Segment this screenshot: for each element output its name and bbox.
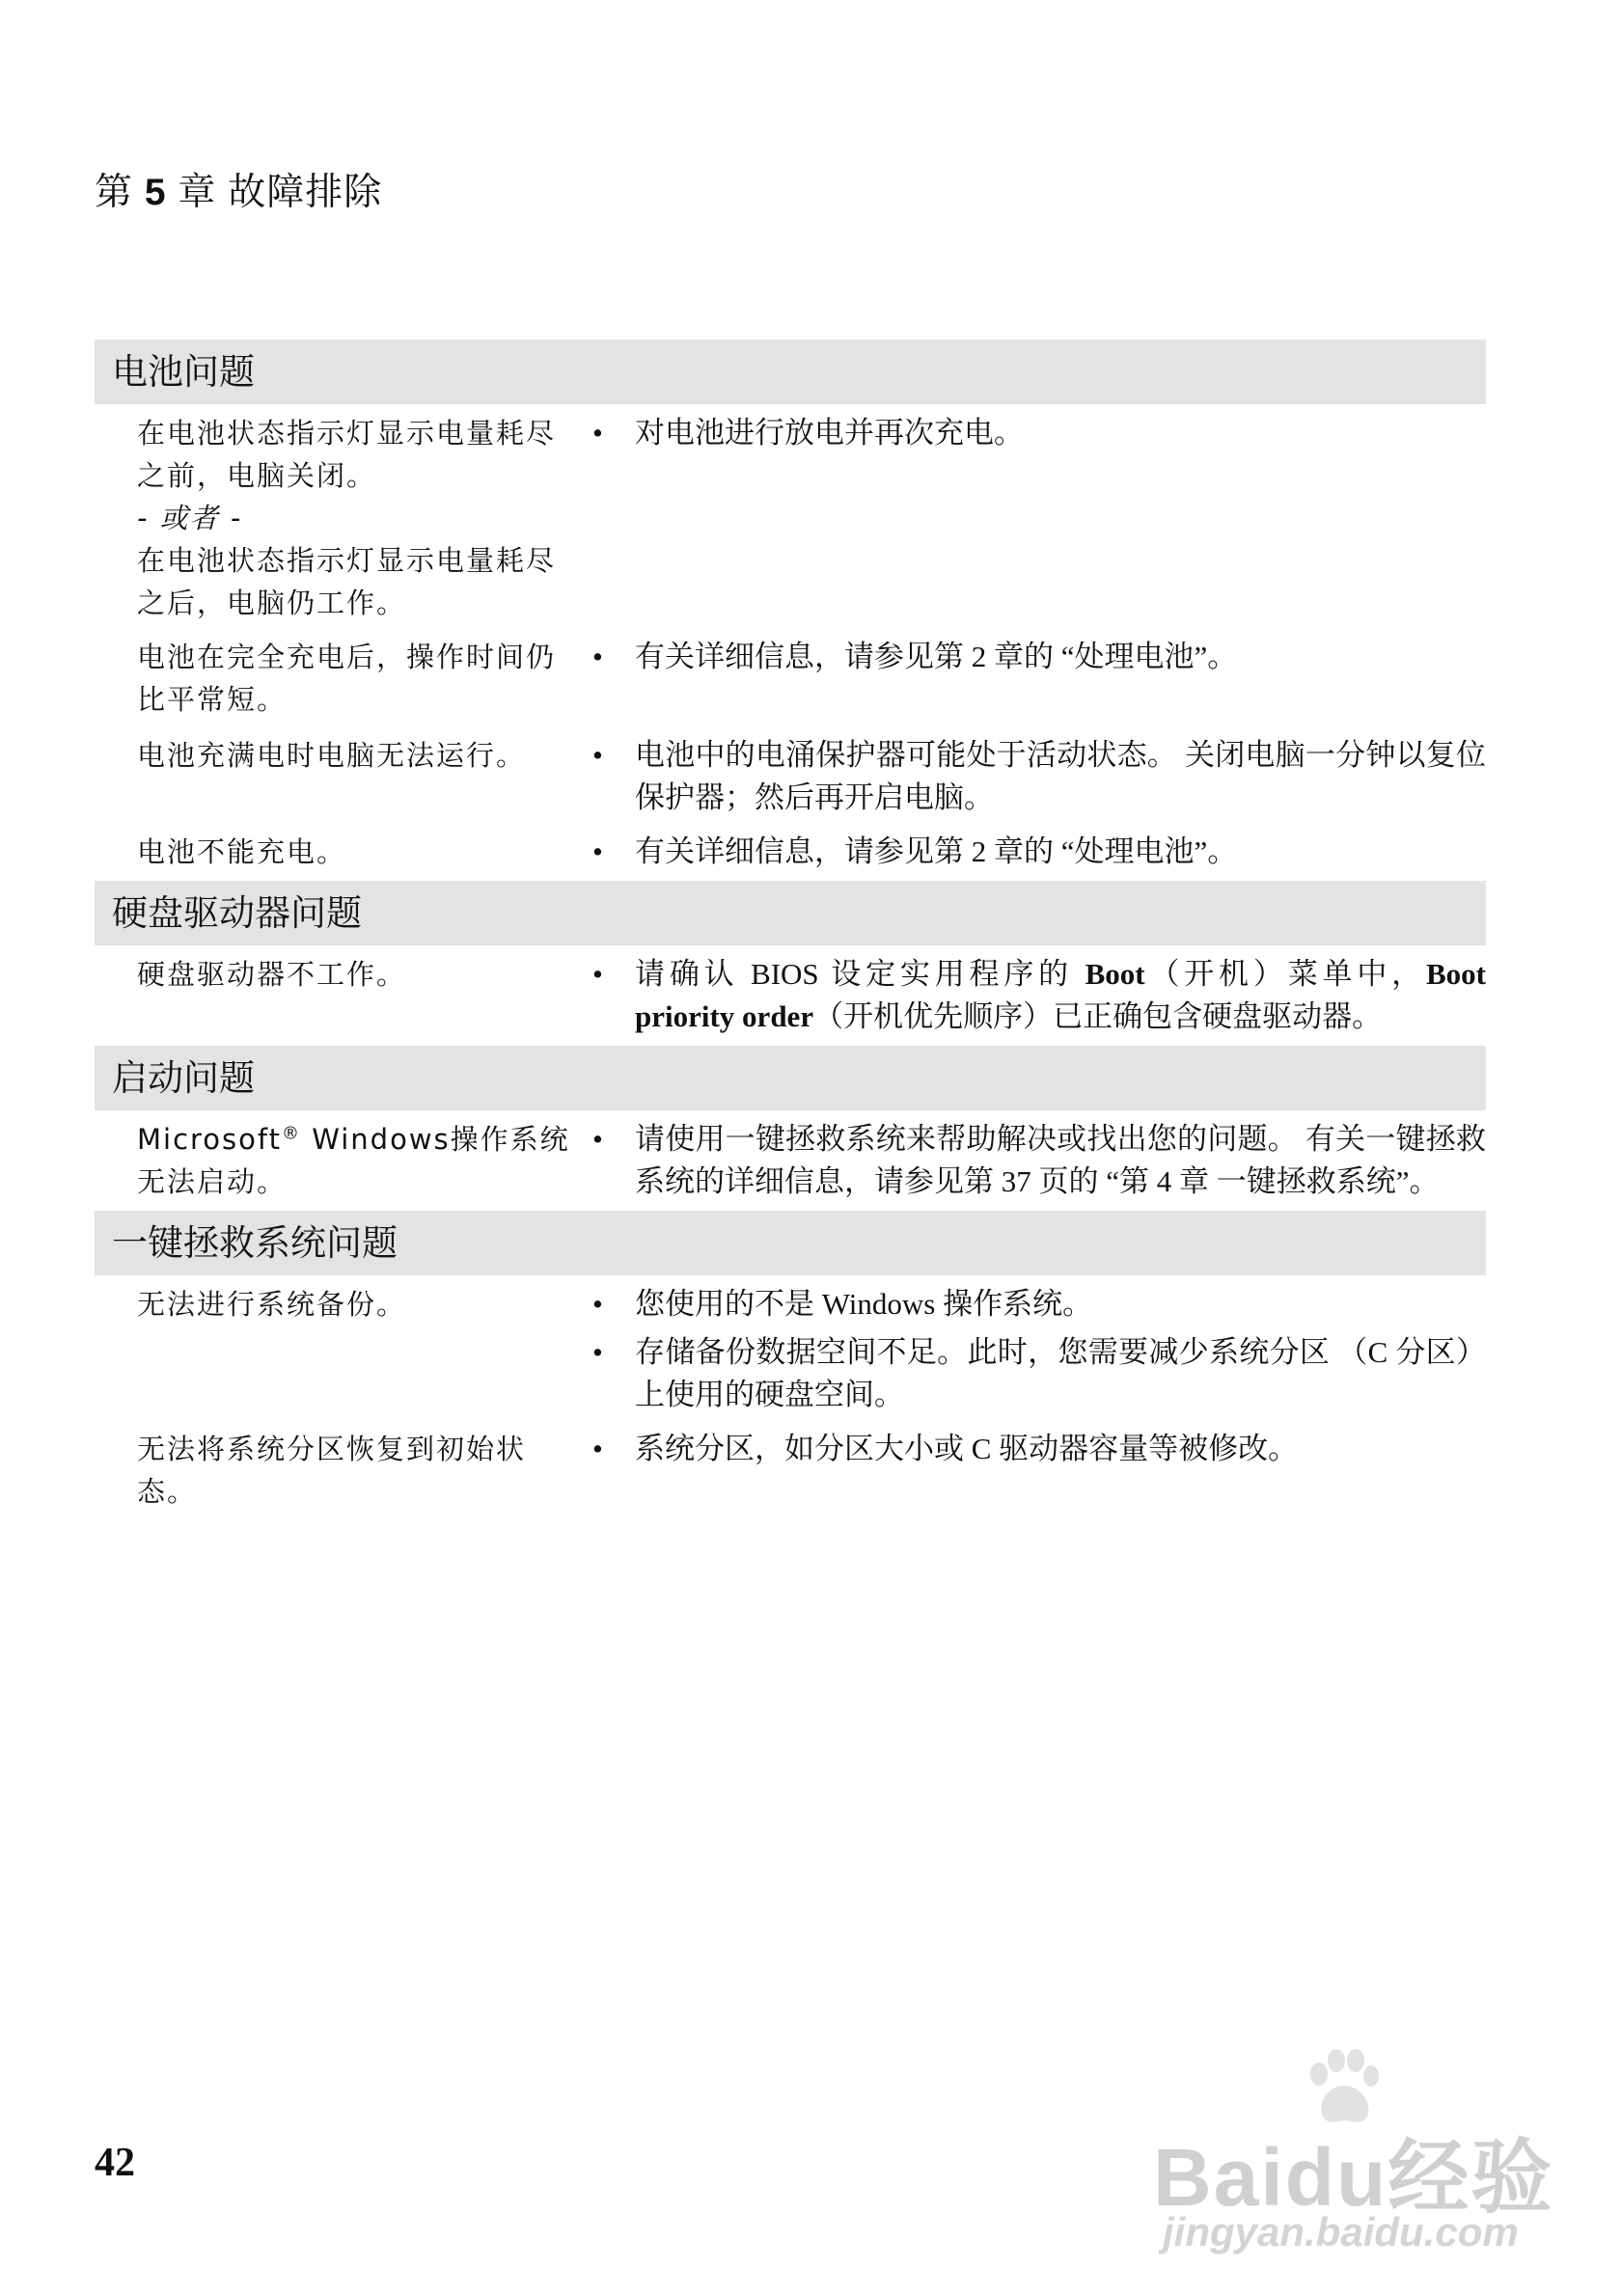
bullet-icon: •	[592, 1287, 603, 1321]
solution-cell	[591, 734, 1486, 819]
registered-mark: ®	[281, 1123, 301, 1144]
problem-text: 电池不能充电。	[137, 835, 347, 868]
table-row	[95, 734, 1486, 819]
problem-cell	[95, 636, 591, 721]
table-row	[95, 1283, 1486, 1416]
problem-cell	[95, 1283, 591, 1416]
solution-text: 您使用的不是 Windows 操作系统。	[635, 1287, 1093, 1321]
section-header-hard-disk: 硬盘驱动器问题	[95, 881, 1486, 945]
bullet-icon: •	[592, 640, 603, 673]
section-header-onekey-rescue: 一键拯救系统问题	[95, 1211, 1486, 1275]
bullet-icon: •	[592, 834, 603, 868]
solution-item	[591, 953, 1486, 1038]
problem-text: 硬盘驱动器不工作。	[137, 958, 407, 991]
solution-text-part: （开机优先顺序）已正确包含硬盘驱动器。	[813, 999, 1383, 1033]
watermark-logo: Baidu经验	[1153, 2132, 1554, 2223]
troubleshooting-table	[95, 340, 1486, 1513]
table-row	[95, 636, 1486, 721]
problem-text: 在电池状态指示灯显示电量耗尽之后，电脑仍工作。	[137, 544, 557, 619]
chapter-number: 5	[144, 172, 167, 213]
page-number: 42	[95, 2141, 135, 2185]
solution-item	[591, 831, 1486, 873]
solution-text-part: （开机）菜单中，	[1144, 957, 1426, 991]
bullet-icon: •	[592, 1432, 603, 1465]
problem-cell	[95, 1428, 591, 1513]
solution-cell	[591, 953, 1486, 1038]
problem-cell	[95, 412, 591, 624]
solution-cell	[591, 1283, 1486, 1416]
bullet-icon: •	[592, 738, 603, 772]
bullet-icon: •	[592, 1122, 603, 1156]
problem-cell	[95, 1118, 591, 1203]
solution-text: 电池中的电涌保护器可能处于活动状态。 关闭电脑一分钟以复位保护器；然后再开启电脑。	[635, 738, 1486, 814]
watermark-url: jingyan.baidu.com	[1163, 2209, 1519, 2255]
menu-name-boot: Boot	[1085, 957, 1145, 991]
problem-text-part: Windows操作系统无法启动。	[137, 1123, 570, 1198]
solution-cell	[591, 412, 1486, 624]
bullet-icon: •	[592, 957, 603, 991]
section-header-battery: 电池问题	[95, 340, 1486, 404]
problem-cell	[95, 734, 591, 819]
problem-text	[137, 1118, 576, 1203]
baidu-watermark	[1153, 2045, 1558, 2257]
table-row	[95, 831, 1486, 873]
solution-item	[591, 412, 1486, 454]
or-separator: - 或者 -	[137, 502, 243, 534]
chapter-title	[95, 162, 382, 216]
solution-text: 存储备份数据空间不足。此时，您需要减少系统分区 （C 分区）上使用的硬盘空间。	[635, 1335, 1486, 1411]
brand-name: Microsoft	[137, 1123, 282, 1156]
solution-text: 有关详细信息，请参见第 2 章的 “处理电池”。	[635, 834, 1238, 868]
solution-cell	[591, 1118, 1486, 1203]
solution-item	[591, 1118, 1486, 1203]
chapter-name: 章 故障排除	[178, 172, 383, 213]
solution-item	[591, 636, 1486, 678]
solution-text: 对电池进行放电并再次充电。	[635, 416, 1024, 450]
bullet-icon: •	[592, 1335, 603, 1369]
problem-cell	[95, 831, 591, 873]
solution-text: 有关详细信息，请参见第 2 章的 “处理电池”。	[635, 640, 1238, 673]
solution-item	[591, 734, 1486, 819]
table-row	[95, 1428, 1486, 1513]
solution-item	[591, 1331, 1486, 1416]
problem-text: 在电池状态指示灯显示电量耗尽之前，电脑关闭。	[137, 417, 557, 492]
problem-text: 无法进行系统备份。	[137, 1288, 407, 1321]
solution-cell	[591, 831, 1486, 873]
problem-cell	[95, 953, 591, 1038]
problem-text: 电池充满电时电脑无法运行。	[137, 739, 527, 772]
chapter-prefix: 第	[95, 172, 134, 213]
solution-item	[591, 1283, 1486, 1326]
solution-cell	[591, 636, 1486, 721]
solution-item	[591, 1428, 1486, 1470]
option-name-boot-priority: Boot priority order	[635, 957, 1486, 1033]
solution-text: 系统分区，如分区大小或 C 驱动器容量等被修改。	[635, 1432, 1299, 1465]
solution-text	[635, 953, 1486, 1038]
table-row	[95, 953, 1486, 1038]
problem-text: 电池在完全充电后，操作时间仍比平常短。	[137, 641, 557, 716]
table-row	[95, 1118, 1486, 1203]
problem-text: 无法将系统分区恢复到初始状态。	[137, 1433, 527, 1508]
bullet-icon: •	[592, 416, 603, 450]
solution-text: 请使用一键拯救系统来帮助解决或找出您的问题。 有关一键拯救系统的详细信息，请参见第 37 页的 “第 4 章 一键拯救系统”。	[635, 1122, 1486, 1198]
table-row	[95, 412, 1486, 624]
solution-text-part: 请确认 BIOS 设定实用程序的	[635, 957, 1085, 991]
solution-cell	[591, 1428, 1486, 1513]
section-header-startup: 启动问题	[95, 1046, 1486, 1110]
